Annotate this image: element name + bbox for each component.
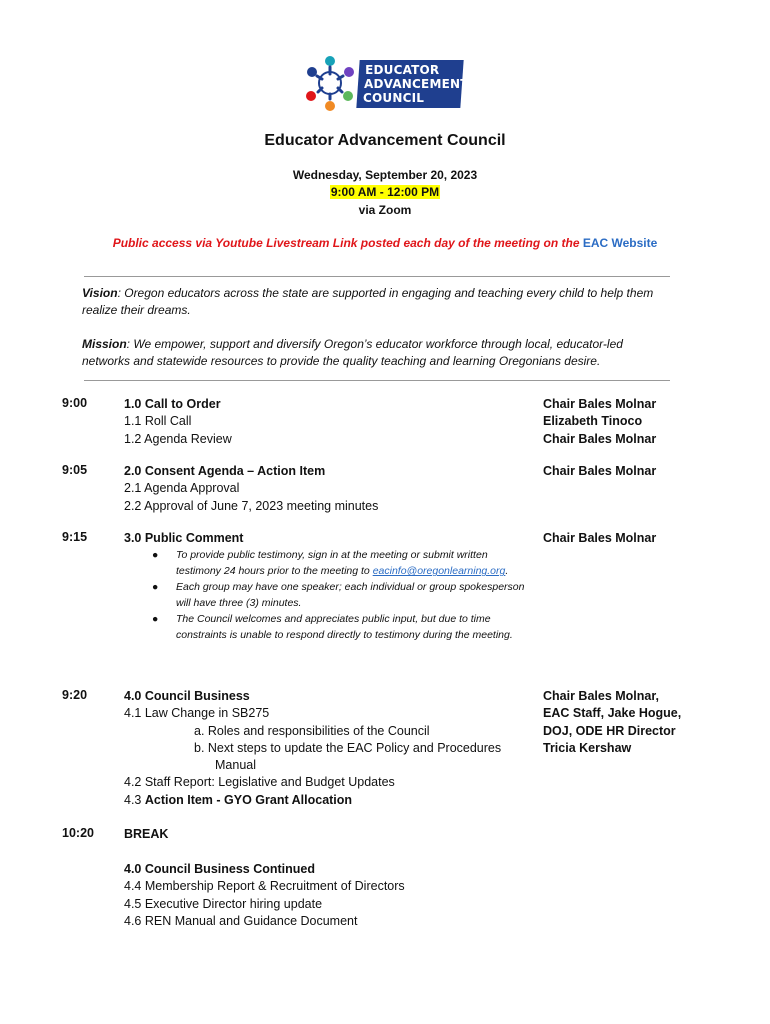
bullet-icon: ● xyxy=(152,581,159,594)
public-access-note xyxy=(0,236,770,250)
time-slot: 10:20 xyxy=(62,826,94,840)
eac-logo xyxy=(302,52,469,114)
agenda-subitem: 4.6 REN Manual and Guidance Document xyxy=(124,913,358,928)
agenda-subitem: 4.5 Executive Director hiring update xyxy=(124,896,323,911)
public-access-text: Public access via Youtube Livestream Link posted each day of the meeting on the xyxy=(112,236,583,250)
meeting-date: Wednesday, September 20, 2023 xyxy=(292,168,478,182)
people-circle-icon xyxy=(302,52,358,114)
time-slot: 9:05 xyxy=(62,463,88,477)
meeting-venue: via Zoom xyxy=(358,203,412,217)
list-item: ● Each group may have one speaker; each individual or group spokesperson will have three (3) minutes. xyxy=(152,581,525,610)
presenter: Elizabeth Tinoco xyxy=(543,414,643,429)
action-item-label: Action Item - GYO Grant Allocation xyxy=(144,792,353,807)
presenter: Chair Bales Molnar xyxy=(543,431,657,446)
logo-line-2: ADVANCEMENT xyxy=(364,77,469,91)
presenter: Chair Bales Molnar xyxy=(543,531,657,545)
agenda-subitem: 4.4 Membership Report & Recruitment of Directors xyxy=(124,879,405,894)
divider-bottom xyxy=(84,380,670,381)
agenda-subitem: 1.2 Agenda Review xyxy=(124,431,232,446)
meeting-time-wrap xyxy=(0,185,770,199)
presenter: Chair Bales Molnar, xyxy=(543,689,660,703)
time-slot: 9:20 xyxy=(62,688,88,702)
presenter: Chair Bales Molnar xyxy=(543,397,657,411)
vision-label: Vision xyxy=(82,286,118,300)
bullet-icon: ● xyxy=(152,613,159,626)
agenda-subitem: 2.1 Agenda Approval xyxy=(124,481,240,496)
presenter: EAC Staff, Jake Hogue, xyxy=(543,706,682,721)
agenda-subitem-a: a. Roles and responsibilities of the Council xyxy=(194,723,430,738)
break-label: BREAK xyxy=(124,827,169,841)
agenda-subitem: 1.1 Roll Call xyxy=(124,414,192,429)
agenda-break xyxy=(124,826,524,843)
agenda-subitem: 4.3 Action Item - GYO Grant Allocation xyxy=(124,792,353,807)
presenters xyxy=(543,396,743,448)
mission-label: Mission xyxy=(82,337,127,351)
vision-text: : Oregon educators across the state are supported in engaging and teaching every child to help them realize their dreams. xyxy=(82,286,654,317)
divider-top xyxy=(84,276,670,277)
time-slot: 9:00 xyxy=(62,396,88,410)
agenda-item-public-comment xyxy=(124,530,524,643)
list-item: ● To provide public testimony, sign in at the meeting or submit written testimony 24 hours prior to the meeting to eacinfo@oregonlearning.org. xyxy=(152,549,509,578)
logo-line-3: COUNCIL xyxy=(363,91,425,105)
eac-website-link[interactable]: EAC Website xyxy=(582,236,658,250)
agenda-subitem-b: b. Next steps to update the EAC Policy and Procedures xyxy=(194,740,502,755)
agenda-item-council-business-continued xyxy=(124,861,524,930)
agenda-subitem: 4.2 Staff Report: Legislative and Budget Updates xyxy=(124,775,395,790)
agenda-heading: 3.0 Public Comment xyxy=(124,531,244,545)
presenters xyxy=(543,688,743,757)
presenter: Chair Bales Molnar xyxy=(543,464,657,478)
mission-paragraph xyxy=(82,336,672,370)
mission-text: : We empower, support and diversify Oregon’s educator workforce through local, educator-led networks and statewide resources to provide the quality teaching and learning Oregonians desire. xyxy=(82,337,623,368)
agenda-heading: 1.0 Call to Order xyxy=(124,397,221,411)
agenda-heading: 4.0 Council Business Continued xyxy=(124,862,315,876)
list-item: ● The Council welcomes and appreciates public input, but due to time constraints is unable to respond directly to testimony during the meeting. xyxy=(152,613,513,642)
page-title: Educator Advancement Council xyxy=(264,132,506,149)
agenda-subitem: 2.2 Approval of June 7, 2023 meeting minutes xyxy=(124,498,379,513)
agenda-item-consent xyxy=(124,463,524,515)
presenter: DOJ, ODE HR Director xyxy=(543,723,676,738)
agenda-subitem-b-cont: Manual xyxy=(215,758,256,773)
time-slot: 9:15 xyxy=(62,530,88,544)
bullet-icon: ● xyxy=(152,549,159,562)
logo-line-1: EDUCATOR xyxy=(365,63,440,77)
presenter: Tricia Kershaw xyxy=(543,740,632,755)
logo-wordmark xyxy=(356,60,469,108)
public-comment-bullets xyxy=(124,547,524,643)
agenda-heading: 2.0 Consent Agenda – Action Item xyxy=(124,464,326,478)
meeting-time: 9:00 AM - 12:00 PM xyxy=(330,185,440,199)
agenda-heading: 4.0 Council Business xyxy=(124,689,250,703)
agenda-subitem: 4.1 Law Change in SB275 xyxy=(124,706,270,721)
vision-paragraph xyxy=(82,285,672,319)
email-link[interactable]: eacinfo@oregonlearning.org xyxy=(372,565,506,578)
agenda-item-call-to-order xyxy=(124,396,524,448)
agenda-item-council-business xyxy=(124,688,524,809)
